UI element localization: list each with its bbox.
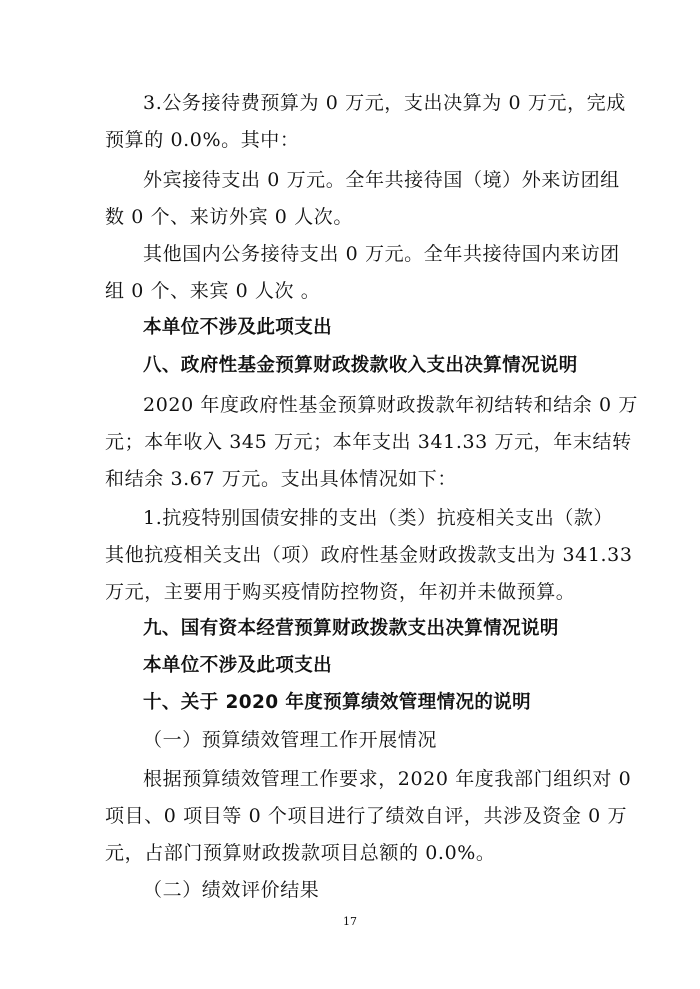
paragraph-line: 3.公务接待费预算为 0 万元，支出决算为 0 万元，完成 xyxy=(143,92,626,114)
paragraph-line: 根据预算绩效管理工作要求，2020 年度我部门组织对 0 xyxy=(143,768,632,790)
paragraph-line: 2020 年度政府性基金预算财政拨款年初结转和结余 0 万 xyxy=(143,394,638,416)
section-heading: 十、关于 2020 年度预算绩效管理情况的说明 xyxy=(143,692,532,713)
paragraph-line: 万元，主要用于购买疫情防控物资，年初并未做预算。 xyxy=(105,581,576,603)
section-heading: 八、政府性基金预算财政拨款收入支出决算情况说明 xyxy=(143,355,578,376)
paragraph-line: 组 0 个、来宾 0 人次 。 xyxy=(105,280,321,302)
paragraph-line: 外宾接待支出 0 万元。全年共接待国（境）外来访团组 xyxy=(143,169,620,191)
section-heading: 九、国有资本经营预算财政拨款支出决算情况说明 xyxy=(143,618,559,639)
paragraph-line: 1.抗疫特别国债安排的支出（类）抗疫相关支出（款） xyxy=(143,507,614,529)
paragraph-line: 数 0 个、来访外宾 0 人次。 xyxy=(105,206,353,228)
paragraph-line: 元，占部门预算财政拨款项目总额的 0.0%。 xyxy=(105,842,496,864)
paragraph-line: 和结余 3.67 万元。支出具体情况如下： xyxy=(105,468,457,490)
page-number: 17 xyxy=(343,915,357,928)
paragraph-line: 其他抗疫相关支出（项）政府性基金财政拨款支出为 341.33 xyxy=(105,544,633,566)
paragraph-line: 预算的 0.0%。其中： xyxy=(105,129,300,151)
paragraph-line: 项目、0 项目等 0 个项目进行了绩效自评，共涉及资金 0 万 xyxy=(105,805,628,827)
section-note: 本单位不涉及此项支出 xyxy=(143,317,333,338)
subsection-heading: （一）预算绩效管理工作开展情况 xyxy=(143,729,438,751)
subsection-heading: （二）绩效评价结果 xyxy=(143,879,320,901)
paragraph-line: 元；本年收入 345 万元；本年支出 341.33 万元，年末结转 xyxy=(105,431,632,453)
paragraph-line: 其他国内公务接待支出 0 万元。全年共接待国内来访团 xyxy=(143,243,620,265)
section-note: 本单位不涉及此项支出 xyxy=(143,655,333,676)
